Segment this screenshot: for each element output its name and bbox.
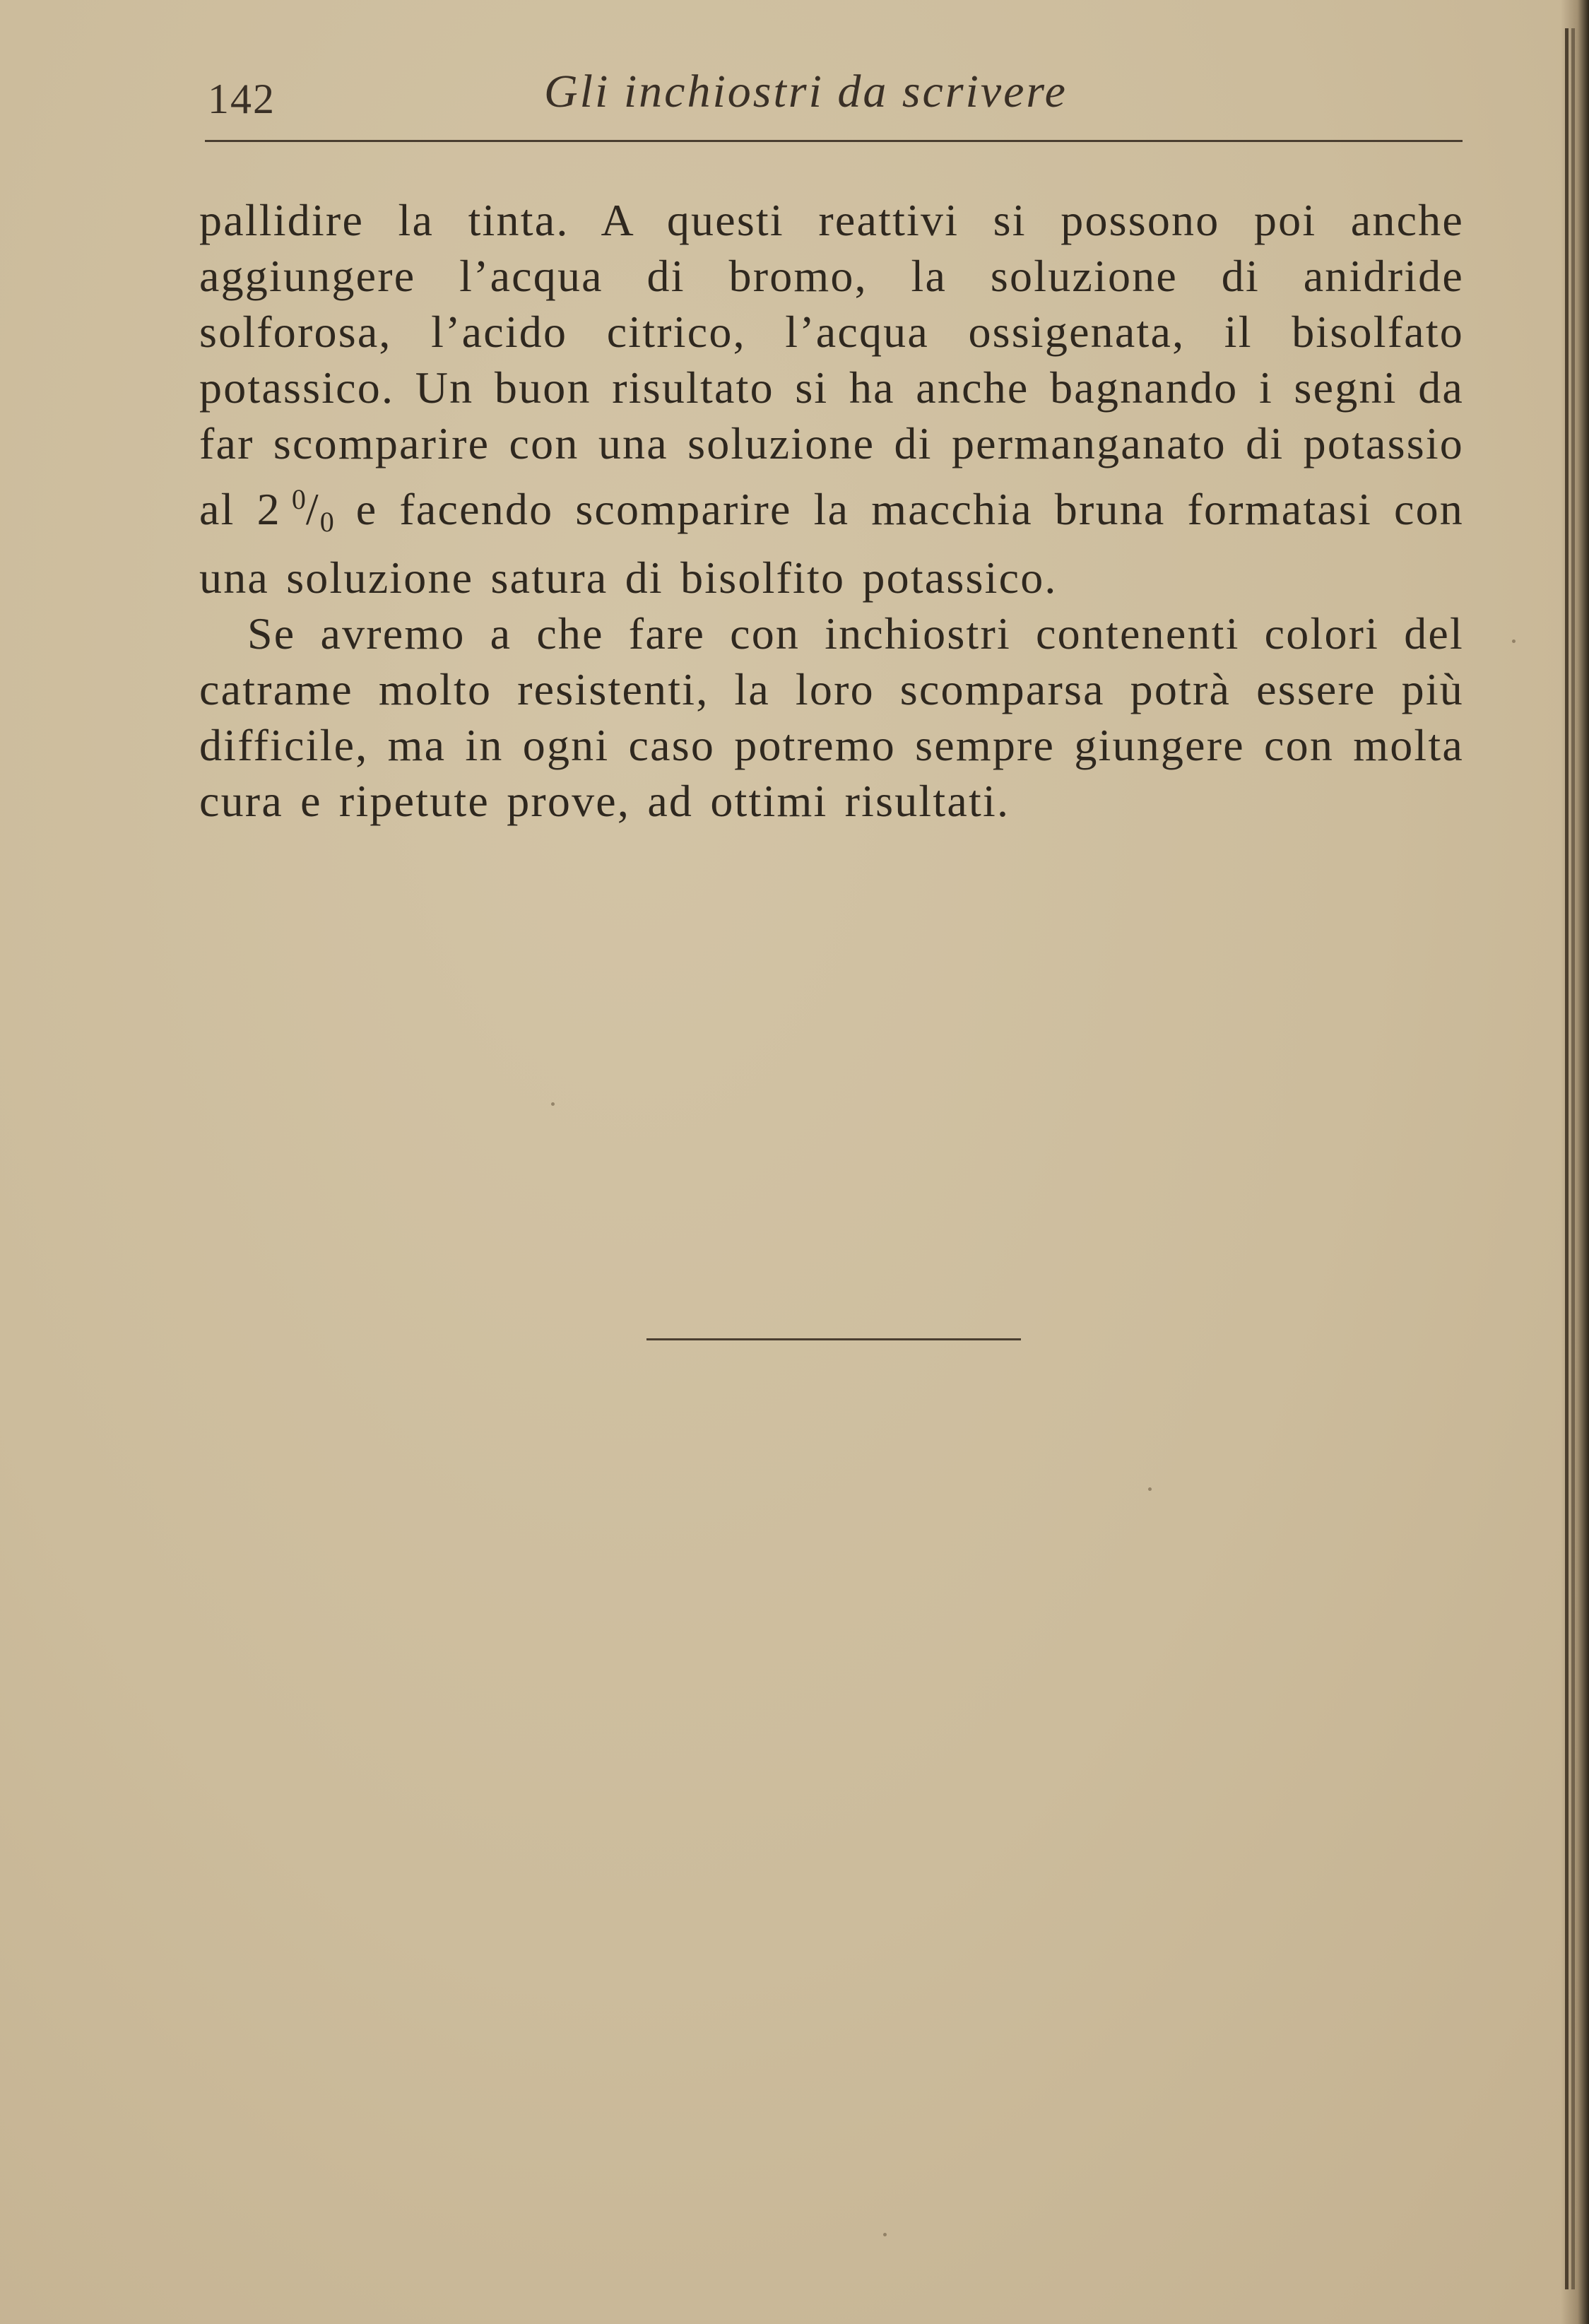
running-head	[205, 62, 1463, 126]
page-edge-line	[1565, 28, 1569, 2289]
running-title: Gli inchiostri da scrivere	[544, 66, 1068, 117]
paper-speck	[1512, 639, 1516, 643]
paragraph-2: Se avremo a che fare con inchiostri contenenti colori del catrame molto resistenti, la loro scomparsa potrà essere più difficile, ma in ogni caso potremo sempre giungere con molta cura e ripetute prove, ad ottimi risultati.	[199, 608, 1464, 826]
paper-speck	[883, 2233, 887, 2236]
paragraph-1-text-before: pallidire la tinta. A questi reattivi si possono poi anche aggiungere l’acqua di bromo, la soluzione di anidride solforosa, l’acido citrico, l’acqua ossigenata, il bisolfato potassico. Un buon risultato si ha anche bagnando i segni da far scomparire con una soluzione di permanganato di potassio al 2	[199, 195, 1464, 534]
paper-speck	[1148, 1487, 1152, 1491]
percent-sup: 0	[291, 483, 306, 515]
page-number: 142	[208, 76, 276, 122]
body-text	[199, 192, 1464, 829]
percent-slash: /	[305, 484, 320, 534]
paragraph-1	[199, 192, 1464, 606]
percent-sign	[281, 483, 334, 538]
paragraph-1-text-after: e facendo scomparire la macchia bruna formatasi con una soluzione satura di bisolfito potassico.	[199, 484, 1464, 603]
paper-speck	[551, 1102, 555, 1106]
page-edge-line	[1571, 28, 1575, 2289]
percent-sub: 0	[319, 506, 334, 538]
section-end-rule	[646, 1338, 1021, 1340]
header-rule	[205, 140, 1463, 142]
